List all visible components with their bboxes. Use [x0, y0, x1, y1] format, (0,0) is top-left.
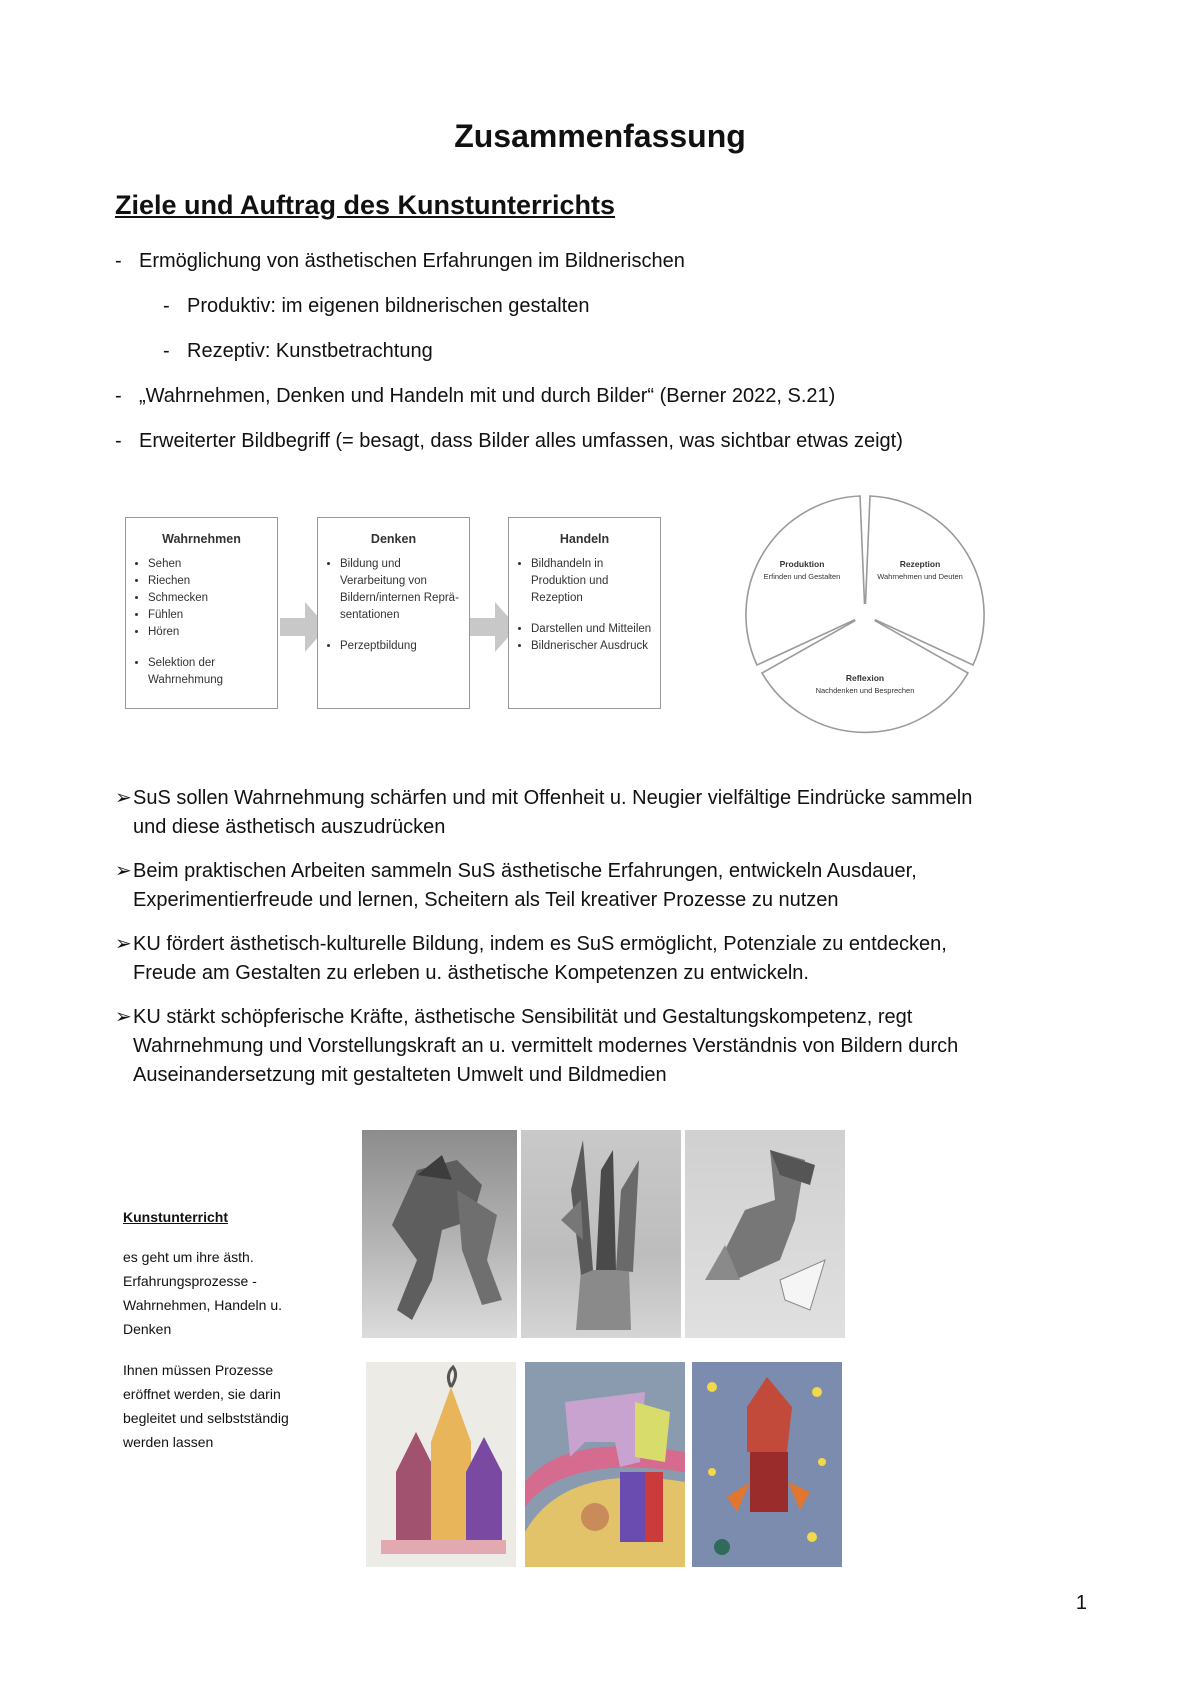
diagram-box-handeln: Handeln • Bildhandeln in Produktion und Rezeption • Darstellen und Mitteilen • Bildnerischer Ausdruck: [508, 517, 661, 709]
sculpture-photo: [521, 1130, 681, 1338]
list-item: - Rezeptiv: Kunstbetrachtung: [163, 340, 433, 362]
cycle-label-rezeption: Rezeption: [899, 559, 941, 569]
page-number: 1: [1075, 1592, 1087, 1614]
list-item: - Produktiv: im eigenen bildnerischen gestalten: [163, 295, 590, 317]
arrow-bullet-icon: ➢: [115, 1006, 132, 1028]
list-item: - „Wahrnehmen, Denken und Handeln mit und durch Bilder“ (Berner 2022, S.21): [115, 385, 836, 407]
cycle-label-reflexion: Reflexion: [845, 673, 885, 683]
drawing-photo: [366, 1362, 516, 1567]
drawing-photo: [525, 1362, 685, 1567]
cycle-label-produktion: Produktion: [779, 559, 825, 569]
arrow-point: ➢SuS sollen Wahrnehmung schärfen und mit Offenheit u. Neugier vielfältige Eindrücke sammeln und diese ästhetisch auszudrücken: [115, 784, 1105, 842]
sidebar-paragraph: es geht um ihre ästh. Erfahrungsprozesse - Wahrnehmen, Handeln u. Denken: [123, 1249, 283, 1337]
process-diagram: [125, 517, 725, 711]
page-title: Zusammenfassung: [454, 118, 746, 154]
list-item: - Erweiterter Bildbegriff (= besagt, dass Bilder alles umfassen, was sichtbar etwas zeigt): [115, 430, 903, 452]
arrow-bullet-icon: ➢: [115, 860, 132, 882]
sculpture-photo: [685, 1130, 845, 1338]
list-item: - Ermöglichung von ästhetischen Erfahrungen im Bildnerischen: [115, 250, 685, 272]
section-heading: Ziele und Auftrag des Kunstunterrichts: [115, 190, 616, 220]
arrow-point: ➢KU stärkt schöpferische Kräfte, ästhetische Sensibilität und Gestaltungskompetenz, regt Wahrnehmung und Vorstellungskraft an u. vermittelt modernes Verständnis von Bildern durch Auseinandersetzung mit gestalteten Umwelt und Bildmedien: [115, 1003, 1105, 1090]
arrow-point: ➢Beim praktischen Arbeiten sammeln SuS ästhetische Erfahrungen, entwickeln Ausdauer, Experimentierfreude und lernen, Scheitern als Teil kreativer Prozesse zu nutzen: [115, 857, 1105, 915]
cycle-sub-produktion: Erfinden und Gestalten: [763, 572, 841, 581]
drawing-photo: [692, 1362, 842, 1567]
sidebar-paragraph: Ihnen müssen Prozesse eröffnet werden, sie darin begleitet und selbstständig werden lassen: [123, 1362, 289, 1450]
sidebar-heading: Kunstunterricht: [123, 1209, 228, 1225]
diagram-box-denken: Denken • Bildung und Verarbeitung von Bildern/internen Reprä-sentationen • Perzeptbildung: [317, 517, 470, 709]
arrow-bullet-icon: ➢: [115, 787, 132, 809]
cycle-sub-rezeption: Wahrnehmen und Deuten: [877, 572, 963, 581]
cycle-sub-reflexion: Nachdenken und Besprechen: [815, 686, 915, 695]
sculpture-photo: [362, 1130, 517, 1338]
arrow-bullet-icon: ➢: [115, 933, 132, 955]
cycle-diagram: [740, 490, 990, 740]
diagram-box-wahrnehmen: Wahrnehmen • Sehen • Riechen • Schmecken • Fühlen • Hören • Selektion der Wahrnehmung: [125, 517, 278, 709]
arrow-point: ➢KU fördert ästhetisch-kulturelle Bildung, indem es SuS ermöglicht, Potenziale zu entdecken, Freude am Gestalten zu erleben u. ästhetische Kompetenzen zu entwickeln.: [115, 930, 1105, 988]
